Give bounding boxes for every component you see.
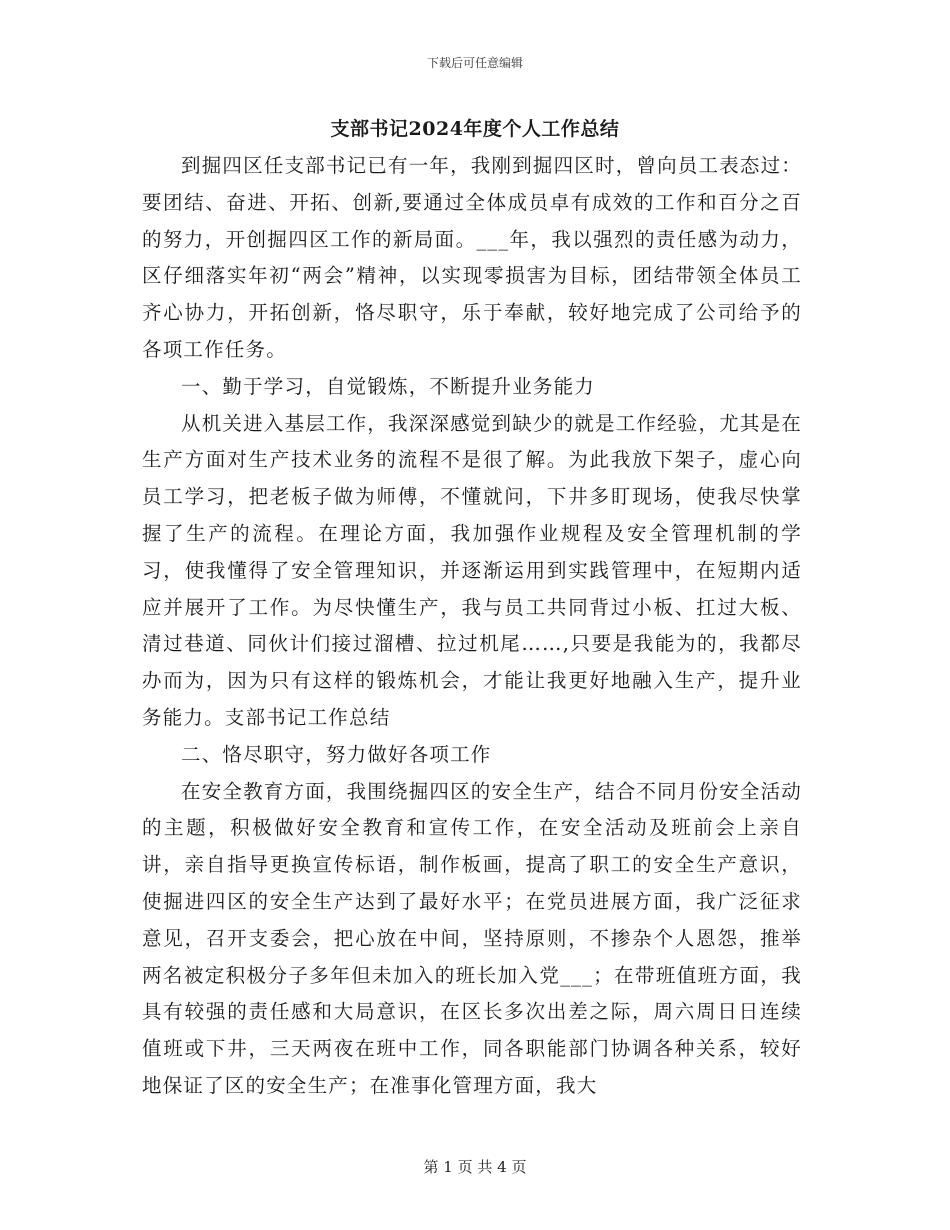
section-1-paragraph: 从机关进入基层工作，我深深感觉到缺少的就是工作经验，尤其是在生产方面对生产技术业务的流程不是很了解。为此我放下架子，虚心向员工学习，把老板子做为师傅，不懂就问，下井多盯现场，使我尽快掌握了生产的流程。在理论方面，我加强作业规程及安全管理机制的学习，使我懂得了安全管理知识，并逐渐运用到实践管理中，在短期内适应并展开了工作。为尽快懂生产，我与员工共同背过小板、扛过大板、清过巷道、同伙计们接过溜槽、拉过机尾……,只要是我能为的，我都尽办而为，因为只有这样的锻炼机会，才能让我更好地融入生产，提升业务能力。支部书记工作总结 [142, 411, 803, 729]
section-heading-1: 一、勤于学习，自觉锻炼，不断提升业务能力 [181, 374, 596, 398]
header-note: 下载后可任意编辑 [426, 56, 523, 70]
page-number: 第 1 页 共 4 页 [423, 1158, 527, 1176]
section-heading-2: 二、恪尽职守，努力做好各项工作 [181, 742, 492, 766]
section-2-paragraph: 在安全教育方面，我围绕掘四区的安全生产，结合不同月份安全活动的主题，积极做好安全教育和宣传工作，在安全活动及班前会上亲自讲，亲自指导更换宣传标语，制作板画，提高了职工的安全生产意识，使掘进四区的安全生产达到了最好水平；在党员进展方面，我广泛征求意见，召开支委会，把心放在中间，坚持原则，不掺杂个人恩怨，推举两名被定积极分子多年但未加入的班长加入党___；在带班值班方面，我具有较强的责任感和大局意识，在区长多次出差之际，周六周日日连续值班或下井，三天两夜在班中工作，同各职能部门协调各种关系，较好地保证了区的安全生产；在准事化管理方面，我大 [142, 779, 803, 1097]
document-title: 支部书记2024年度个人工作总结 [330, 118, 620, 140]
intro-paragraph: 到掘四区任支部书记已有一年，我刚到掘四区时，曾向员工表态过：要团结、奋进、开拓、创新,要通过全体成员卓有成效的工作和百分之百的努力，开创掘四区工作的新局面。___年，我以强烈的责任感为动力，区仔细落实年初“两会”精神，以实现零损害为目标，团结带领全体员工齐心协力，开拓创新，恪尽职守，乐于奉献，较好地完成了公司给予的各项工作任务。 [142, 154, 803, 361]
document-body [142, 148, 802, 1105]
